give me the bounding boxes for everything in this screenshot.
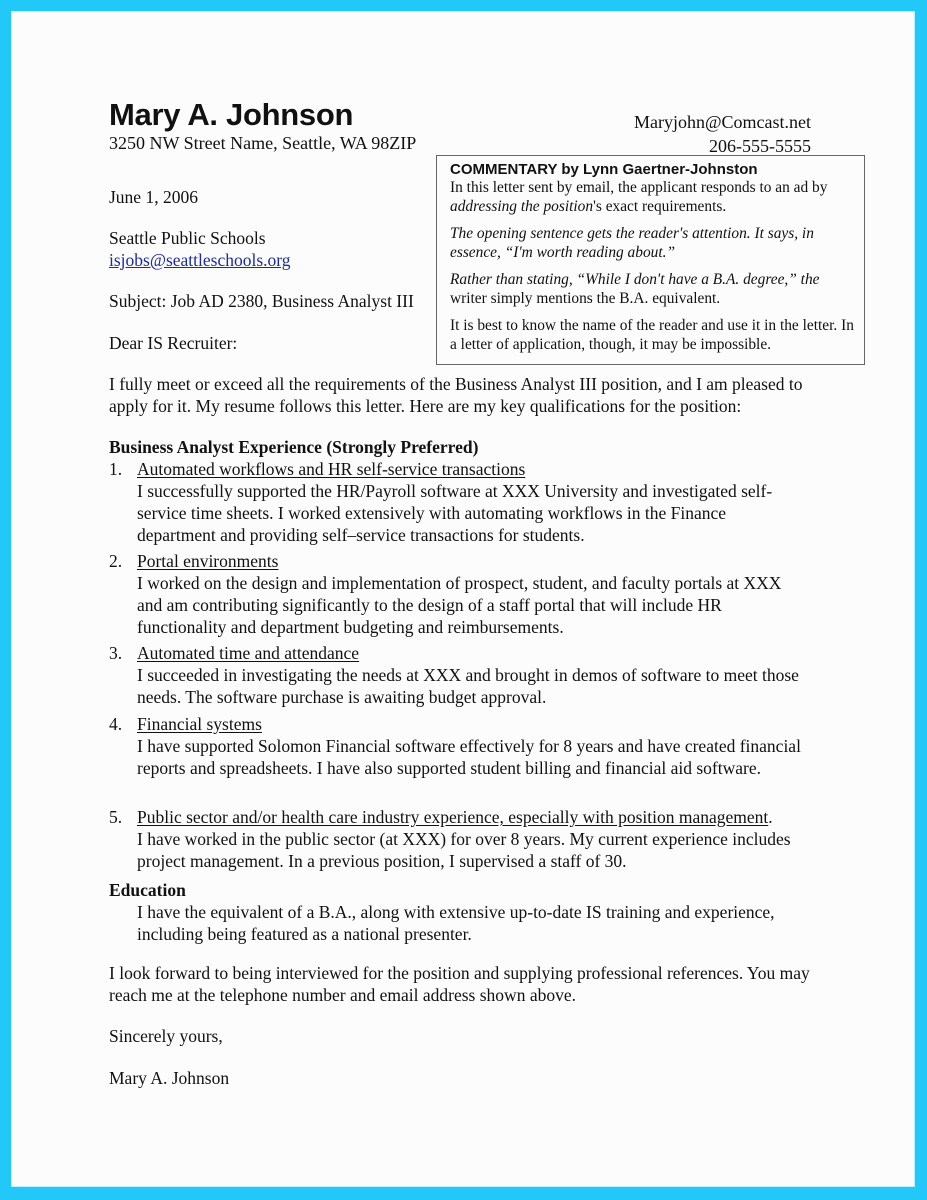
letter-signature: Mary A. Johnson (109, 1068, 230, 1088)
closing-text: I look forward to being interviewed for the position and supplying professional references. You may reach me at the telephone number and email address shown above. (109, 963, 810, 1005)
education-heading: Education (109, 880, 186, 900)
item-number: 3. (109, 643, 123, 663)
item-text: I succeeded in investigating the needs at XXX and brought in demos of software to meet those needs. The software purchase is awaiting budget approval. (137, 665, 799, 707)
item-title: Automated workflows and HR self-service transactions (137, 459, 526, 479)
qualification-item (109, 806, 821, 872)
item-text: I have supported Solomon Financial software effectively for 8 years and have created financial reports and spreadsheets. I have also supported student billing and financial aid software. (137, 736, 801, 778)
commentary-p3-text: writer simply mentions the B.A. equivalent. (450, 290, 721, 307)
education-text: I have the equivalent of a B.A., along with extensive up-to-date IS training and experience, including being featured as a national presenter. (137, 902, 775, 944)
item-number: 1. (109, 459, 123, 479)
recipient-email-link[interactable]: isjobs@seattleschools.org (109, 250, 291, 270)
qualification-item (109, 713, 809, 779)
commentary-p1-italic: addressing the position (450, 198, 594, 215)
applicant-address: 3250 NW Street Name, Seattle, WA 98ZIP (109, 133, 417, 153)
commentary-paragraph-2 (450, 224, 856, 262)
closing-paragraph (109, 962, 821, 1006)
item-title-suffix: . (768, 807, 773, 827)
recipient-organization: Seattle Public Schools (109, 228, 266, 248)
item-text: I worked on the design and implementation of prospect, student, and faculty portals at XXX and am contributing significantly to the design of a staff portal that will include HR functionality and department budgeting and reimbursements. (137, 573, 782, 637)
letter-subject: Subject: Job AD 2380, Business Analyst III (109, 291, 414, 311)
intro-text: I fully meet or exceed all the requirements of the Business Analyst III position, and I am pleased to apply for it. My resume follows this letter. Here are my key qualifications for the position: (109, 374, 803, 416)
education-paragraph (137, 901, 827, 945)
item-number: 4. (109, 714, 123, 734)
commentary-p3-italic: Rather than stating, “While I don't have a B.A. degree,” the (450, 271, 820, 288)
intro-paragraph (109, 373, 821, 417)
item-number: 2. (109, 551, 123, 571)
item-title: Financial systems (137, 714, 262, 734)
qualification-item (109, 642, 809, 708)
item-title: Public sector and/or health care industry experience, especially with position management (137, 807, 769, 827)
commentary-paragraph-4 (450, 316, 856, 354)
applicant-phone: 206-555-5555 (709, 136, 811, 156)
applicant-name: Mary A. Johnson (109, 97, 354, 132)
commentary-paragraph-1 (450, 178, 856, 216)
commentary-p2-italic: The opening sentence gets the reader's attention. It says, in essence, “I'm worth reading about.” (450, 225, 814, 261)
commentary-p1-text: In this letter sent by email, the applicant responds to an ad by (450, 179, 828, 196)
item-number: 5. (109, 807, 123, 827)
item-title: Portal environments (137, 551, 279, 571)
letter-date: June 1, 2006 (109, 187, 198, 207)
item-title: Automated time and attendance (137, 643, 360, 663)
letter-salutation: Dear IS Recruiter: (109, 333, 238, 353)
commentary-p1-end: 's exact requirements. (593, 198, 727, 215)
qualification-item (109, 458, 809, 546)
experience-heading: Business Analyst Experience (Strongly Preferred) (109, 437, 479, 457)
item-text: I have worked in the public sector (at XXX) for over 8 years. My current experience includes project management. In a previous position, I supervised a staff of 30. (137, 829, 791, 871)
applicant-email[interactable]: Maryjohn@Comcast.net (633, 112, 811, 132)
commentary-p4-text: It is best to know the name of the reader and use it in the letter. In a letter of application, though, it may be impossible. (450, 317, 854, 353)
qualification-item (109, 550, 809, 638)
commentary-title: COMMENTARY by Lynn Gaertner-Johnston (450, 161, 758, 178)
letter-closing: Sincerely yours, (109, 1026, 223, 1046)
contact-block (634, 110, 811, 158)
item-text: I successfully supported the HR/Payroll software at XXX University and investigated self-service time sheets. I worked extensively with automating workflows in the Finance department and providing self–service transactions for students. (137, 481, 773, 545)
letter-page (11, 11, 915, 1187)
commentary-box (436, 155, 865, 365)
commentary-paragraph-3 (450, 270, 856, 308)
